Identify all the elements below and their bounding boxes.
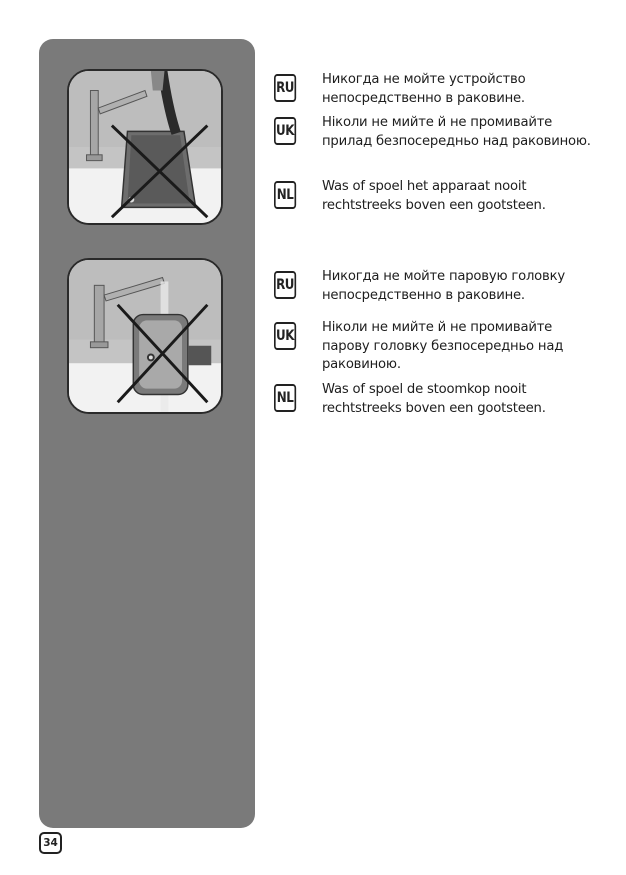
warning-entry-ru <box>274 71 594 114</box>
warning-text-ru: Никогда не мойте устройство непосредственно в раковине. <box>322 72 526 106</box>
warning-block-appliance <box>274 71 594 218</box>
warning-text-nl: Was of spoel het apparaat nooit rechtstreeks boven een gootsteen. <box>322 179 546 213</box>
language-badge-nl: NL <box>274 181 296 209</box>
warning-entry-uk <box>274 319 594 381</box>
warning-text-uk: Ніколи не мийте й не промивайте прилад безпосередньо над раковиною. <box>322 115 591 149</box>
appliance-sink-drawing <box>69 71 221 223</box>
language-badge-ru: RU <box>274 74 296 102</box>
warning-entry-uk <box>274 114 594 178</box>
steam-head-sink-drawing <box>69 260 221 412</box>
warning-block-steam-head <box>274 268 594 421</box>
pointer-arrow <box>235 126 255 170</box>
pointer-arrow <box>235 315 255 359</box>
warning-text-uk: Ніколи не мийте й не промивайте парову головку безпосередньо над раковиною. <box>322 320 564 372</box>
language-badge-uk: UK <box>274 322 296 350</box>
page-number: 34 <box>39 832 62 854</box>
warning-text-ru: Никогда не мойте паровую головку непосредственно в раковине. <box>322 269 565 303</box>
language-badge-uk: UK <box>274 117 296 145</box>
warning-entry-ru <box>274 268 594 319</box>
warning-entry-nl <box>274 178 594 218</box>
language-badge-nl: NL <box>274 384 296 412</box>
illustration-steam-head-in-sink <box>67 258 223 414</box>
illustration-appliance-in-sink <box>67 69 223 225</box>
language-badge-ru: RU <box>274 271 296 299</box>
warning-entry-nl <box>274 381 594 421</box>
warning-text-nl: Was of spoel de stoomkop nooit rechtstreeks boven een gootsteen. <box>322 382 546 416</box>
